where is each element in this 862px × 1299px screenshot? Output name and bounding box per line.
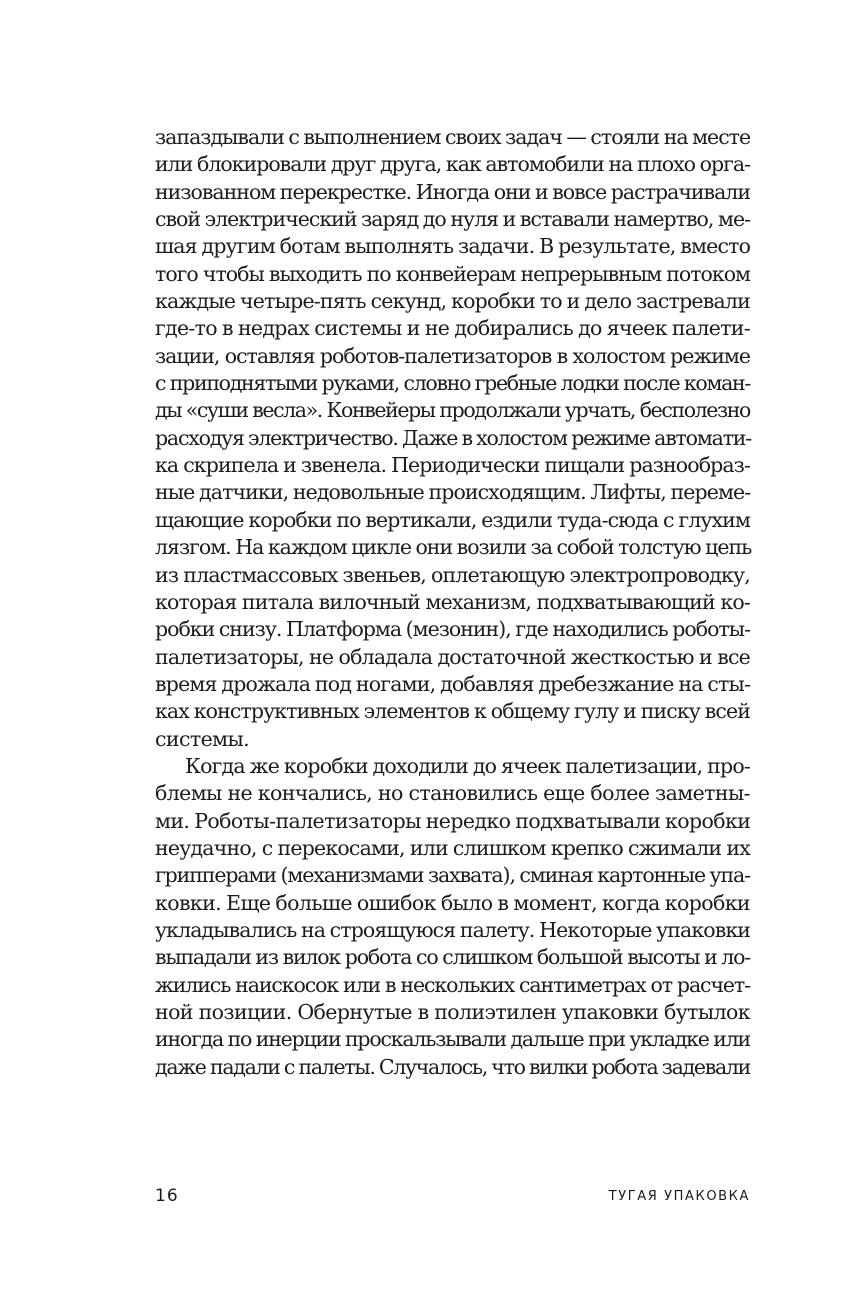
text-line: иногда по инерции проскальзывали дальше при укладке или bbox=[155, 1027, 750, 1052]
text-line: даже падали с палеты. Случалось, что вилки робота задевали bbox=[155, 1054, 750, 1079]
text-line: зации, оставляя роботов-палетизаторов в холостом режиме bbox=[155, 343, 750, 368]
text-line: грипперами (механизмами захвата), сминая картонные упа- bbox=[155, 863, 750, 888]
text-line: того чтобы выходить по конвейерам непрерывным потоком bbox=[155, 261, 750, 286]
text-line: ды «суши весла». Конвейеры продолжали урчать, бесполезно bbox=[155, 398, 750, 423]
text-line: палетизаторы, не обладала достаточной жесткостью и все bbox=[155, 644, 750, 669]
text-line: щающие коробки по вертикали, ездили туда-сюда с глухим bbox=[155, 507, 750, 532]
text-line: время дрожала под ногами, добавляя дребезжание на сты- bbox=[155, 671, 751, 696]
text-line: ка скрипела и звенела. Периодически пищали разнообраз- bbox=[155, 453, 750, 478]
text-line: низованном перекрестке. Иногда они и вовсе растрачивали bbox=[155, 179, 750, 204]
text-line: расходуя электричество. Даже в холостом режиме автомати- bbox=[155, 425, 751, 450]
paragraph-1 bbox=[155, 124, 750, 753]
running-title: ТУГАЯ УПАКОВКА bbox=[608, 1189, 750, 1204]
text-line: ковки. Еще больше ошибок было в момент, когда коробки bbox=[155, 890, 750, 915]
text-line: ной позиции. Обернутые в полиэтилен упаковки бутылок bbox=[155, 1000, 750, 1024]
text-line: с приподнятыми руками, словно гребные лодки после коман- bbox=[155, 371, 750, 396]
text-line: запаздывали с выполнением своих задач — стояли на месте bbox=[155, 125, 751, 149]
text-line: блемы не кончались, но становились еще более заметны- bbox=[155, 781, 750, 806]
text-line: системы. bbox=[155, 726, 250, 751]
text-line: лязгом. На каждом цикле они возили за собой толстую цепь bbox=[155, 535, 752, 560]
text-line: ные датчики, недовольные происходящим. Лифты, переме- bbox=[155, 480, 751, 505]
text-line: шая другим ботам выполнять задачи. В результате, вместо bbox=[155, 234, 751, 259]
text-line: из пластмассовых звеньев, оплетающую электропроводку, bbox=[155, 562, 750, 587]
paragraph-2 bbox=[155, 753, 750, 1081]
text-line: где-то в недрах системы и не добирались до ячеек палети- bbox=[155, 316, 750, 341]
body-text bbox=[155, 124, 750, 1081]
text-line: ми. Роботы-палетизаторы нередко подхватывали коробки bbox=[155, 808, 751, 833]
text-line: робки снизу. Платформа (мезонин), где находились роботы- bbox=[155, 617, 750, 642]
text-line: Когда же коробки доходили до ячеек палетизации, про- bbox=[185, 753, 750, 778]
text-line: выпадали из вилок робота со слишком большой высоты и ло- bbox=[155, 945, 750, 970]
text-line: каждые четыре-пять секунд, коробки то и дело застревали bbox=[155, 289, 750, 314]
text-line: которая питала вилочный механизм, подхватывающий ко- bbox=[155, 589, 750, 614]
text-line: жились наискосок или в нескольких сантиметрах от расчет- bbox=[155, 972, 750, 997]
page-number: 16 bbox=[155, 1186, 179, 1206]
text-line: укладывались на строящуюся палету. Некоторые упаковки bbox=[155, 917, 751, 942]
text-line: ках конструктивных элементов к общему гулу и писку всей bbox=[155, 699, 750, 724]
text-line: неудачно, с перекосами, или слишком крепко сжимали их bbox=[155, 835, 750, 860]
text-line: или блокировали друг друга, как автомобили на плохо орга- bbox=[155, 152, 750, 177]
text-line: свой электрический заряд до нуля и вставали намертво, ме- bbox=[155, 207, 750, 232]
